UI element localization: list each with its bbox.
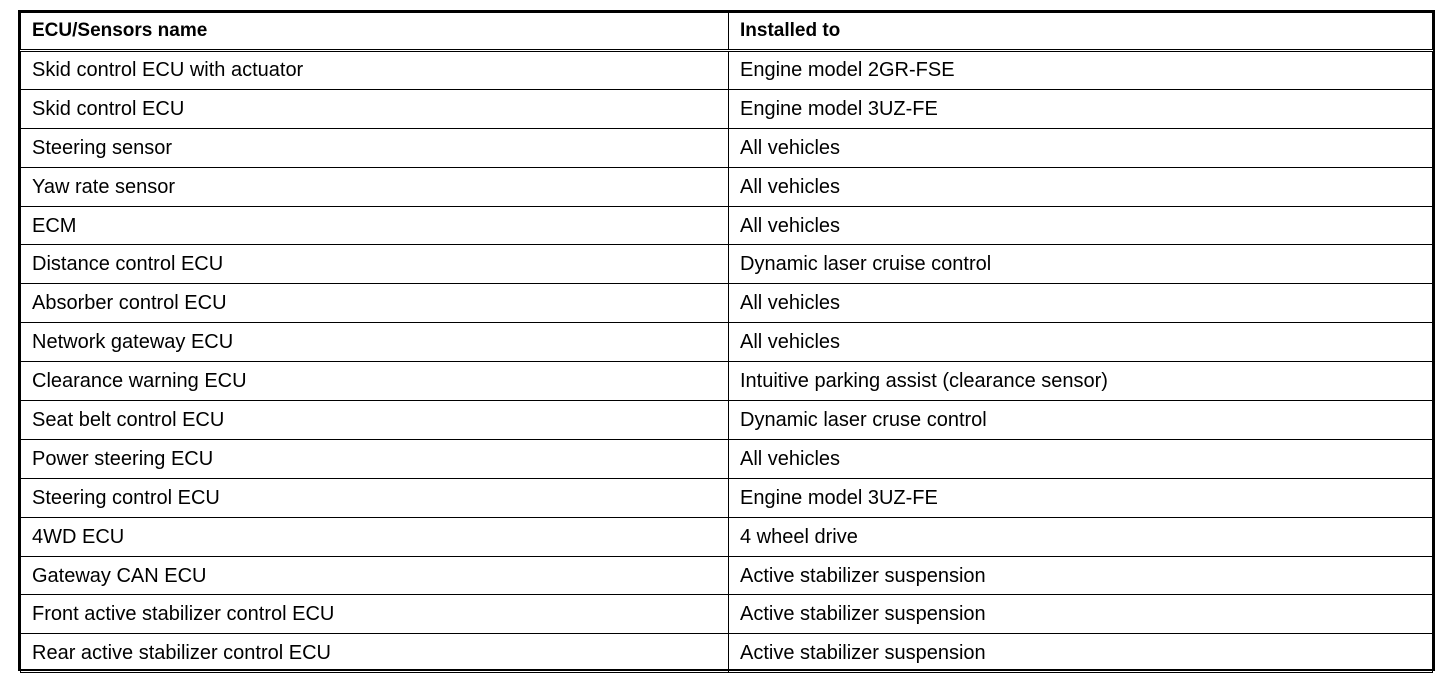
- ecu-sensor-name-cell: Seat belt control ECU: [21, 401, 729, 440]
- installed-to-cell: Engine model 3UZ-FE: [729, 89, 1433, 128]
- table-header-row: [21, 13, 1433, 51]
- ecu-sensor-name-cell: Gateway CAN ECU: [21, 556, 729, 595]
- table-row: [21, 478, 1433, 517]
- table-row: [21, 595, 1433, 634]
- table-row: [21, 517, 1433, 556]
- ecu-sensor-table-container: [18, 10, 1435, 671]
- installed-to-cell: Dynamic laser cruise control: [729, 245, 1433, 284]
- ecu-sensor-name-cell: Skid control ECU: [21, 89, 729, 128]
- table-row: [21, 89, 1433, 128]
- table-row: [21, 401, 1433, 440]
- table-row: [21, 245, 1433, 284]
- ecu-sensor-name-cell: Steering sensor: [21, 128, 729, 167]
- installed-to-cell: All vehicles: [729, 206, 1433, 245]
- installed-to-cell: All vehicles: [729, 167, 1433, 206]
- table-row: [21, 362, 1433, 401]
- ecu-sensor-table: [20, 12, 1433, 673]
- installed-to-cell: All vehicles: [729, 128, 1433, 167]
- table-row: [21, 284, 1433, 323]
- ecu-sensor-name-cell: Absorber control ECU: [21, 284, 729, 323]
- installed-to-cell: Active stabilizer suspension: [729, 556, 1433, 595]
- ecu-sensor-name-cell: ECM: [21, 206, 729, 245]
- installed-to-cell: Active stabilizer suspension: [729, 595, 1433, 634]
- installed-to-cell: All vehicles: [729, 439, 1433, 478]
- table-row: [21, 51, 1433, 90]
- ecu-sensor-name-cell: Rear active stabilizer control ECU: [21, 634, 729, 673]
- column-header-installed-to: Installed to: [729, 13, 1433, 51]
- table-row: [21, 634, 1433, 673]
- ecu-sensor-name-cell: Clearance warning ECU: [21, 362, 729, 401]
- table-row: [21, 439, 1433, 478]
- installed-to-cell: Active stabilizer suspension: [729, 634, 1433, 673]
- table-row: [21, 167, 1433, 206]
- installed-to-cell: 4 wheel drive: [729, 517, 1433, 556]
- installed-to-cell: Dynamic laser cruse control: [729, 401, 1433, 440]
- table-row: [21, 556, 1433, 595]
- ecu-sensor-name-cell: Power steering ECU: [21, 439, 729, 478]
- ecu-sensor-name-cell: Network gateway ECU: [21, 323, 729, 362]
- ecu-sensor-name-cell: 4WD ECU: [21, 517, 729, 556]
- table-row: [21, 128, 1433, 167]
- table-row: [21, 323, 1433, 362]
- installed-to-cell: All vehicles: [729, 323, 1433, 362]
- ecu-sensor-name-cell: Skid control ECU with actuator: [21, 51, 729, 90]
- ecu-sensor-name-cell: Steering control ECU: [21, 478, 729, 517]
- column-header-ecu-sensors-name: ECU/Sensors name: [21, 13, 729, 51]
- ecu-sensor-name-cell: Yaw rate sensor: [21, 167, 729, 206]
- installed-to-cell: All vehicles: [729, 284, 1433, 323]
- ecu-sensor-name-cell: Distance control ECU: [21, 245, 729, 284]
- table-row: [21, 206, 1433, 245]
- installed-to-cell: Engine model 3UZ-FE: [729, 478, 1433, 517]
- installed-to-cell: Engine model 2GR-FSE: [729, 51, 1433, 90]
- installed-to-cell: Intuitive parking assist (clearance sensor): [729, 362, 1433, 401]
- ecu-sensor-name-cell: Front active stabilizer control ECU: [21, 595, 729, 634]
